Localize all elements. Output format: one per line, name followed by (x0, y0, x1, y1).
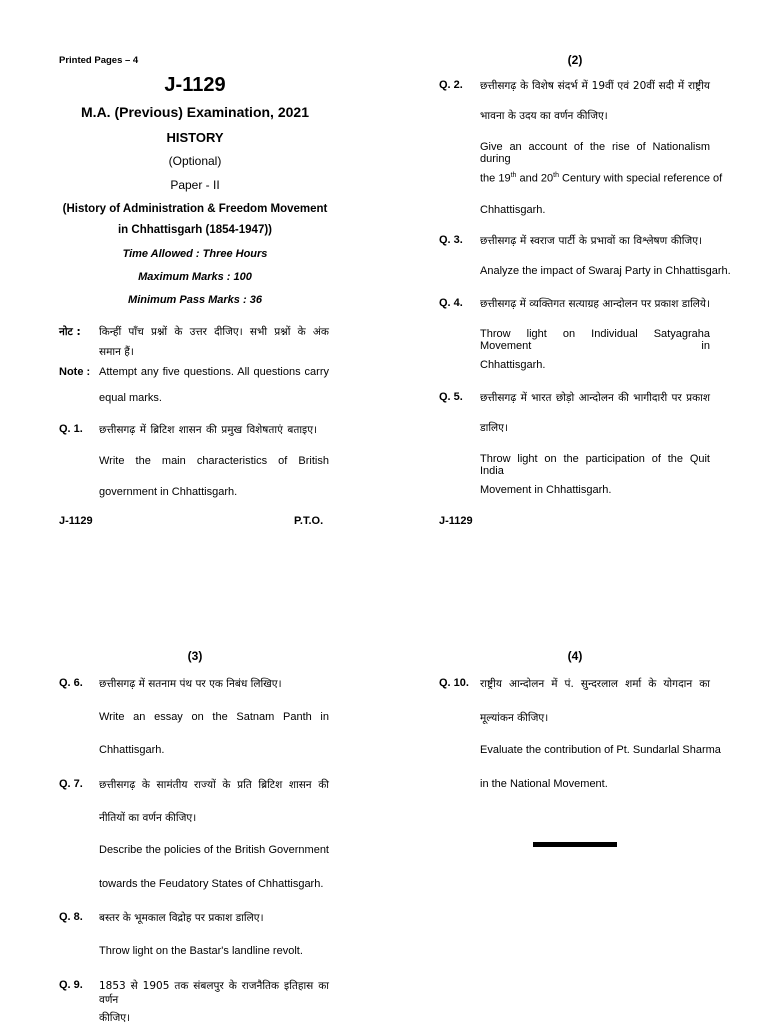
optional-label: (Optional) (168, 154, 222, 168)
page2-footer-code: J-1129 (439, 515, 473, 527)
q10-english-line2: in the National Movement. (480, 778, 608, 790)
q1-number: Q. 1. (59, 423, 83, 435)
paper-title-line1: (History of Administration & Freedom Movement (62, 203, 328, 215)
q9-hindi-line2: कीजिए। (99, 1012, 131, 1024)
q4-english-line2: Chhattisgarh. (480, 359, 546, 371)
q6-english-line1: Write an essay on the Satnam Panth in (99, 711, 329, 723)
q7-english-line1: Describe the policies of the British Government (99, 844, 329, 856)
note-english-line2: equal marks. (99, 392, 162, 404)
note-hindi-line1: किन्हीं पाँच प्रश्नों के उत्तर दीजिए। सभी प्रश्नों के अंक (99, 326, 329, 338)
q5-english-line2: Movement in Chhattisgarh. (480, 484, 612, 496)
q5-hindi-line1: छत्तीसगढ़ में भारत छोड़ो आन्दोलन की भागीदारी पर प्रकाश (480, 392, 710, 404)
note-english-label: Note : (59, 366, 91, 378)
q4-english-line1: Throw light on Individual Satyagraha Movement in (480, 328, 710, 352)
q2-english-line1: Give an account of the rise of Nationalism during (480, 141, 710, 165)
q8-english: Throw light on the Bastar's landline revolt. (99, 945, 303, 957)
time-allowed: Time Allowed : Three Hours (122, 248, 268, 260)
q2-hindi-line2: भावना के उदय का वर्णन कीजिए। (480, 110, 608, 122)
q10-number: Q. 10. (439, 677, 469, 689)
page1-footer-pto: P.T.O. (294, 515, 324, 527)
q8-hindi: बस्तर के भूमकाल विद्रोह पर प्रकाश डालिए। (99, 912, 264, 924)
q10-hindi-line2: मूल्यांकन कीजिए। (480, 712, 549, 724)
q5-english-line1: Throw light on the participation of the Quit India (480, 453, 710, 477)
q1-hindi: छत्तीसगढ़ में ब्रिटिश शासन की प्रमुख विशेषताएं बताइए। (99, 424, 317, 436)
note-english-line1: Attempt any five questions. All questions carry (99, 366, 329, 378)
page3-number: (3) (187, 649, 203, 663)
q2-english-line2: the 19th and 20th Century with special reference of (480, 172, 723, 185)
note-hindi-line2: समान हैं। (99, 346, 134, 358)
q6-number: Q. 6. (59, 677, 83, 689)
maximum-marks: Maximum Marks : 100 (138, 271, 252, 283)
page4-number: (4) (567, 649, 583, 663)
paper-code: J-1129 (164, 74, 226, 96)
q6-hindi: छत्तीसगढ़ में सतनाम पंथ पर एक निबंध लिखिए। (99, 678, 282, 690)
page1-footer-code: J-1129 (59, 515, 93, 527)
q3-english: Analyze the impact of Swaraj Party in Chhattisgarh. (480, 265, 731, 277)
q1-english-line2: government in Chhattisgarh. (99, 486, 238, 498)
q5-number: Q. 5. (439, 391, 463, 403)
q2-hindi-line1: छत्तीसगढ़ के विशेष संदर्भ में 19वीं एवं 20वीं सदी में राष्ट्रीय (480, 80, 710, 92)
q9-hindi-line1: 1853 से 1905 तक संबलपुर के राजनैतिक इतिहास का वर्णन (99, 980, 329, 1006)
q7-english-line2: towards the Feudatory States of Chhattisgarh. (99, 878, 324, 890)
minimum-pass-marks: Minimum Pass Marks : 36 (128, 294, 262, 306)
subject: HISTORY (166, 130, 224, 145)
q9-number: Q. 9. (59, 979, 83, 991)
q3-hindi: छत्तीसगढ़ में स्वराज पार्टी के प्रभावों का विश्लेषण कीजिए। (480, 235, 702, 247)
q4-number: Q. 4. (439, 297, 463, 309)
exam-title: M.A. (Previous) Examination, 2021 (81, 104, 309, 120)
page2-number: (2) (567, 53, 583, 67)
q4-hindi: छत्तीसगढ़ में व्यक्तिगत सत्याग्रह आन्दोलन पर प्रकाश डालिये। (480, 298, 710, 310)
note-hindi-label: नोट : (59, 326, 81, 338)
q3-number: Q. 3. (439, 234, 463, 246)
q10-hindi-line1: राष्ट्रीय आन्दोलन में पं. सुन्दरलाल शर्मा के योगदान का (480, 678, 710, 690)
q2-number: Q. 2. (439, 79, 463, 91)
printed-pages: Printed Pages – 4 (59, 55, 139, 66)
q7-number: Q. 7. (59, 778, 83, 790)
q6-english-line2: Chhattisgarh. (99, 744, 165, 756)
paper-number: Paper - II (170, 178, 220, 192)
q2-english-line3: Chhattisgarh. (480, 204, 546, 216)
q5-hindi-line2: डालिए। (480, 422, 508, 434)
q8-number: Q. 8. (59, 911, 83, 923)
q7-hindi-line1: छत्तीसगढ़ के सामंतीय राज्यों के प्रति ब्रिटिश शासन की (99, 779, 329, 791)
q7-hindi-line2: नीतियों का वर्णन कीजिए। (99, 812, 197, 824)
end-of-paper-rule (533, 842, 617, 847)
q10-english-line1: Evaluate the contribution of Pt. Sundarlal Sharma (480, 744, 721, 756)
paper-title-line2: in Chhattisgarh (1854-1947)) (117, 224, 272, 236)
q1-english-line1: Write the main characteristics of British (99, 455, 329, 467)
